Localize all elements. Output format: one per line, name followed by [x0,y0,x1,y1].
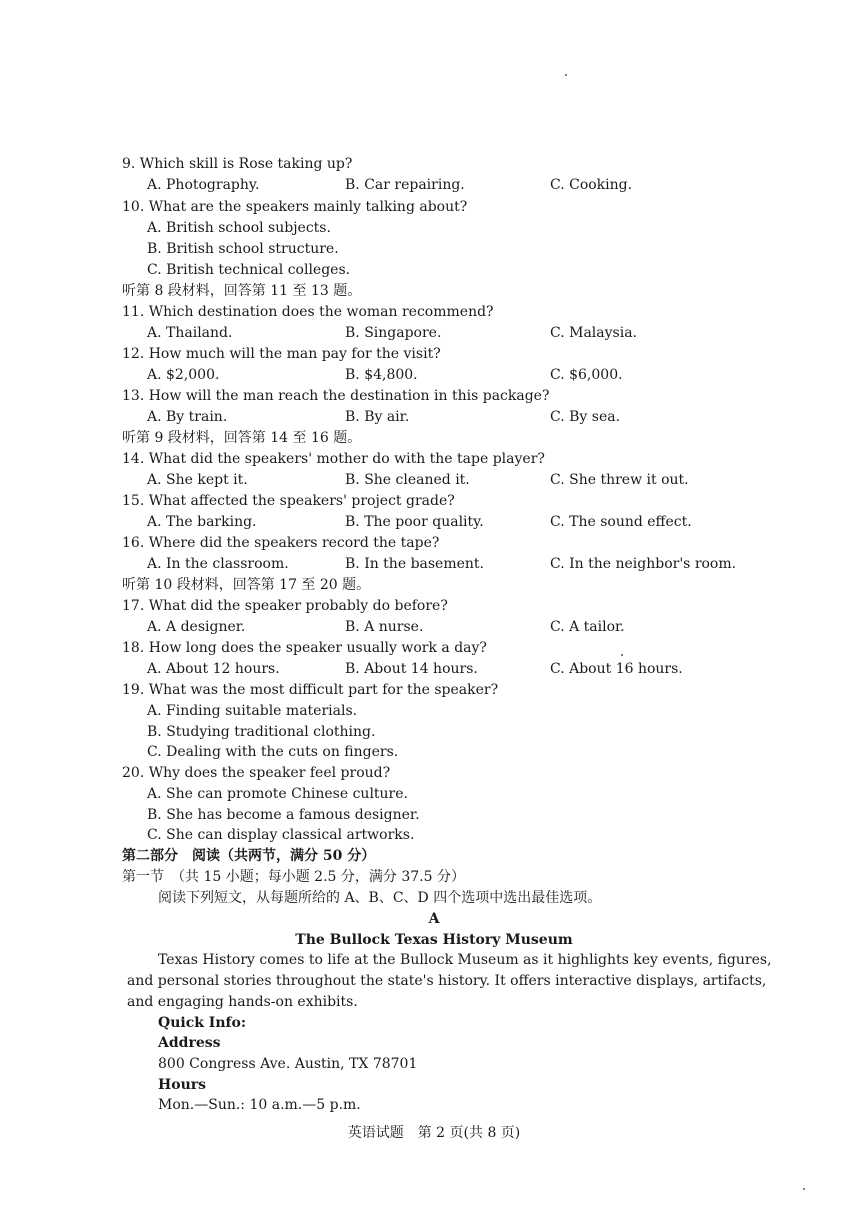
question-15-option-b: B. The poor quality. [345,514,484,530]
section-heading-10: 听第 10 段材料，回答第 17 至 20 题。 [122,577,371,593]
question-19-option-c: C. Dealing with the cuts on fingers. [147,744,399,760]
question-16-option-b: B. In the basement. [345,556,484,572]
question-16-option-c: C. In the neighbor's room. [550,556,737,572]
question-13-option-a: A. By train. [147,409,228,425]
question-15-stem: 15. What affected the speakers' project grade? [122,493,455,509]
question-18-option-a: A. About 12 hours. [147,661,280,677]
passage-line-1: Texas History comes to life at the Bullock Museum as it highlights key events, figures, [158,952,772,968]
question-17-option-b: B. A nurse. [345,619,424,635]
passage-line-3: and engaging hands-on exhibits. [127,994,358,1010]
question-9-option-a: A. Photography. [147,177,260,193]
question-16-option-a: A. In the classroom. [147,556,289,572]
question-9-option-c: C. Cooking. [550,177,633,193]
question-10-option-c: C. British technical colleges. [147,262,351,278]
question-11-option-c: C. Malaysia. [550,325,637,341]
question-20-stem: 20. Why does the speaker feel proud? [122,765,391,781]
question-13-option-b: B. By air. [345,409,410,425]
question-18-option-c: C. About 16 hours. [550,661,683,677]
question-13-option-c: C. By sea. [550,409,621,425]
hours-value: Mon.—Sun.: 10 a.m.—5 p.m. [158,1097,361,1113]
question-9-option-b: B. Car repairing. [345,177,465,193]
question-14-stem: 14. What did the speakers' mother do with the tape player? [122,451,545,467]
question-12-option-c: C. $6,000. [550,367,623,383]
question-20-option-a: A. She can promote Chinese culture. [147,786,408,802]
question-11-option-b: B. Singapore. [345,325,442,341]
question-13-stem: 13. How will the man reach the destination in this package? [122,388,550,404]
passage-letter: A [428,911,440,927]
address-label: Address [158,1035,221,1051]
section-heading-8: 听第 8 段材料，回答第 11 至 13 题。 [122,283,362,299]
section-one-heading: 第一节 （共 15 小题；每小题 2.5 分，满分 37.5 分） [122,869,465,885]
question-17-stem: 17. What did the speaker probably do before? [122,598,448,614]
quick-info-label: Quick Info: [158,1015,247,1031]
question-12-stem: 12. How much will the man pay for the visit? [122,346,441,362]
page-footer: 英语试题 第 2 页(共 8 页) [347,1125,521,1141]
question-19-option-a: A. Finding suitable materials. [147,703,358,719]
question-20-option-b: B. She has become a famous designer. [147,807,420,823]
question-15-option-a: A. The barking. [147,514,257,530]
question-10-stem: 10. What are the speakers mainly talking about? [122,199,468,215]
question-15-option-c: C. The sound effect. [550,514,692,530]
section-heading-9: 听第 9 段材料，回答第 14 至 16 题。 [122,430,362,446]
address-value: 800 Congress Ave. Austin, TX 78701 [158,1056,418,1072]
question-18-stem: 18. How long does the speaker usually work a day? [122,640,487,656]
passage-line-2: and personal stories throughout the state's history. It offers interactive displays, artifacts, [127,973,767,989]
scan-speck [565,74,567,76]
question-12-option-b: B. $4,800. [345,367,418,383]
question-17-option-c: C. A tailor. [550,619,625,635]
question-11-stem: 11. Which destination does the woman recommend? [122,304,494,320]
question-9-stem: 9. Which skill is Rose taking up? [122,156,353,172]
question-14-option-c: C. She threw it out. [550,472,689,488]
question-18-option-b: B. About 14 hours. [345,661,478,677]
scan-speck [621,654,623,656]
part-two-heading: 第二部分 阅读（共两节，满分 50 分） [122,848,376,864]
passage-title: The Bullock Texas History Museum [295,932,573,948]
question-16-stem: 16. Where did the speakers record the tape? [122,535,440,551]
question-19-stem: 19. What was the most difficult part for the speaker? [122,682,499,698]
question-10-option-a: A. British school subjects. [147,220,331,236]
question-19-option-b: B. Studying traditional clothing. [147,724,376,740]
question-14-option-b: B. She cleaned it. [345,472,470,488]
question-11-option-a: A. Thailand. [147,325,233,341]
scan-speck [803,1188,805,1190]
question-12-option-a: A. $2,000. [147,367,220,383]
question-17-option-a: A. A designer. [147,619,246,635]
question-14-option-a: A. She kept it. [147,472,248,488]
hours-label: Hours [158,1077,207,1093]
question-20-option-c: C. She can display classical artworks. [147,827,415,843]
reading-instruction: 阅读下列短文，从每题所给的 A、B、C、D 四个选项中选出最佳选项。 [158,890,602,906]
question-10-option-b: B. British school structure. [147,241,339,257]
